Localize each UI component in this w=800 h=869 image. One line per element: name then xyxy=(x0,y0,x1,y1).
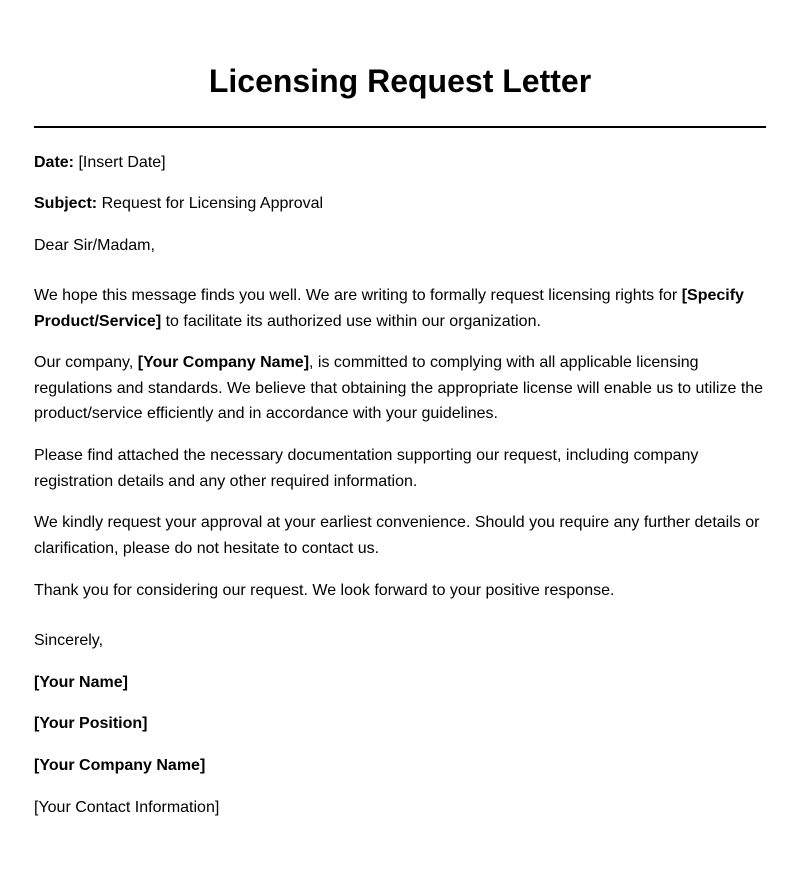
paragraph-1-text-a: We hope this message finds you well. We are writing to formally request licensing rights for xyxy=(34,287,682,304)
subject-label: Subject: xyxy=(34,195,98,212)
paragraph-2-text-c: , is committed to complying with all applicable licensing regulations and standards. We believe that obtaining the appropriate license will enable us to utilize the product/service efficiently and in accordance with your guidelines. xyxy=(34,354,764,422)
date-value: [Insert Date] xyxy=(74,154,166,171)
letter-page xyxy=(34,0,766,869)
date-line xyxy=(34,150,766,176)
letter-title: Licensing Request Letter xyxy=(208,63,592,99)
signature-name: [Your Name] xyxy=(34,674,128,691)
paragraph-3: Please find attached the necessary documentation supporting our request, including company registration details and any other required information. xyxy=(34,447,699,490)
paragraph-2 xyxy=(34,350,766,427)
signature-contact: [Your Contact Information] xyxy=(34,799,220,816)
date-label: Date: xyxy=(34,154,75,171)
product-placeholder: [Specify Product/Service] xyxy=(34,287,744,330)
paragraph-1-text-c: to facilitate its authorized use within our organization. xyxy=(161,312,541,330)
subject-line xyxy=(34,191,766,217)
signature-company: [Your Company Name] xyxy=(34,757,206,774)
subject-value: Request for Licensing Approval xyxy=(97,195,324,212)
title-divider xyxy=(34,126,766,128)
paragraph-1 xyxy=(34,283,766,334)
closing: Sincerely, xyxy=(34,632,104,649)
paragraph-2-text-a: Our company, xyxy=(34,354,138,371)
signature-position: [Your Position] xyxy=(34,715,148,732)
company-name-placeholder: [Your Company Name] xyxy=(137,354,310,371)
salutation: Dear Sir/Madam, xyxy=(34,237,155,254)
paragraph-4: We kindly request your approval at your earliest convenience. Should you require any further details or clarification, please do not hesitate to contact us. xyxy=(34,514,760,557)
paragraph-5: Thank you for considering our request. We look forward to your positive response. xyxy=(34,582,615,599)
